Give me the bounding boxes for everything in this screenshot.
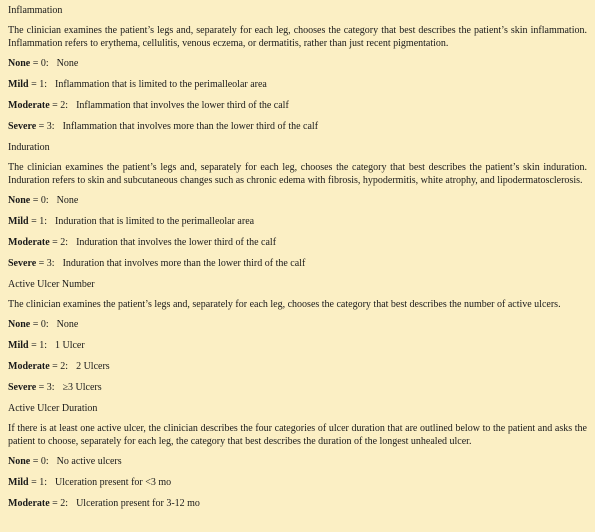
option-level: None [8, 58, 31, 69]
option-score: = 0: [30, 456, 49, 467]
option-text: None [56, 319, 79, 330]
section-title: Active Ulcer Number [8, 279, 95, 290]
option-score: = 2: [49, 498, 69, 509]
option-level: None [8, 195, 31, 206]
option-text: Induration that involves more than the lower third of the calf [62, 258, 306, 269]
option-row [8, 194, 587, 207]
option-text: None [56, 195, 79, 206]
option-level: None [8, 319, 31, 330]
option-text: Ulceration present for 3-12 mo [76, 498, 200, 509]
option-text: None [56, 58, 79, 69]
option-level: Moderate [8, 100, 50, 111]
option-row [8, 120, 587, 133]
option-row [8, 78, 587, 91]
option-row [8, 381, 587, 394]
option-score: = 3: [36, 382, 55, 393]
option-text: Induration that involves the lower third of the calf [76, 237, 277, 248]
section-title: Active Ulcer Duration [8, 403, 98, 414]
option-text: Ulceration present for <3 mo [54, 477, 172, 488]
option-level: Moderate [8, 361, 50, 372]
section-description: If there is at least one active ulcer, the clinician describes the four categories of ulcer duration that are outlined below to the patient and asks the patient to choose, separately for each leg, the category that best describes the duration of the longest unhealed ulcer. [8, 423, 587, 447]
option-score: = 0: [30, 58, 49, 69]
option-text: ≥3 Ulcers [62, 382, 102, 393]
option-row [8, 318, 587, 331]
option-text: Inflammation that is limited to the perimalleolar area [54, 79, 267, 90]
option-text: No active ulcers [56, 456, 122, 467]
option-text: 2 Ulcers [76, 361, 110, 372]
option-row [8, 236, 587, 249]
option-text: Inflammation that involves more than the lower third of the calf [62, 121, 319, 132]
option-level: None [8, 456, 31, 467]
section-active-ulcer-number [8, 278, 587, 394]
section-title: Inflammation [8, 5, 63, 16]
option-score: = 0: [30, 195, 49, 206]
option-level: Severe [8, 382, 37, 393]
option-level: Moderate [8, 237, 50, 248]
section-description: The clinician examines the patient’s legs and, separately for each leg, chooses the category that best describes the patient’s skin induration. Induration refers to skin and subcutaneous changes such as chronic edema with fibrosis, hypodermitis, white atrophy, and lipodermatosclerosis. [8, 162, 587, 186]
option-score: = 1: [28, 79, 47, 90]
section-description: The clinician examines the patient’s legs and, separately for each leg, chooses the category that best describes the number of active ulcers. [8, 299, 561, 310]
option-row [8, 360, 587, 373]
option-row [8, 57, 587, 70]
option-score: = 3: [36, 121, 55, 132]
option-text: 1 Ulcer [54, 340, 85, 351]
option-score: = 1: [28, 477, 47, 488]
section-inflammation [8, 4, 587, 133]
option-score: = 1: [28, 216, 47, 227]
option-text: Inflammation that involves the lower third of the calf [76, 100, 289, 111]
option-row [8, 497, 587, 510]
option-row [8, 257, 587, 270]
option-score: = 2: [49, 361, 69, 372]
option-level: Mild [8, 477, 29, 488]
option-row [8, 476, 587, 489]
option-score: = 3: [36, 258, 55, 269]
option-row [8, 99, 587, 112]
option-level: Severe [8, 121, 37, 132]
option-row [8, 339, 587, 352]
section-description: The clinician examines the patient’s legs and, separately for each leg, chooses the category that best describes the patient’s skin inflammation. Inflammation refers to erythema, cellulitis, venous eczema, or dermatitis, rather than just recent pigmentation. [8, 25, 587, 49]
option-level: Mild [8, 216, 29, 227]
section-induration [8, 141, 587, 270]
option-text: Induration that is limited to the perimalleolar area [54, 216, 255, 227]
section-title: Induration [8, 142, 50, 153]
option-level: Severe [8, 258, 37, 269]
option-level: Moderate [8, 498, 50, 509]
option-level: Mild [8, 79, 29, 90]
section-active-ulcer-duration [8, 402, 587, 510]
option-row [8, 455, 587, 468]
option-score: = 2: [49, 100, 69, 111]
option-score: = 2: [49, 237, 69, 248]
option-score: = 1: [28, 340, 47, 351]
option-row [8, 215, 587, 228]
option-level: Mild [8, 340, 29, 351]
option-score: = 0: [30, 319, 49, 330]
